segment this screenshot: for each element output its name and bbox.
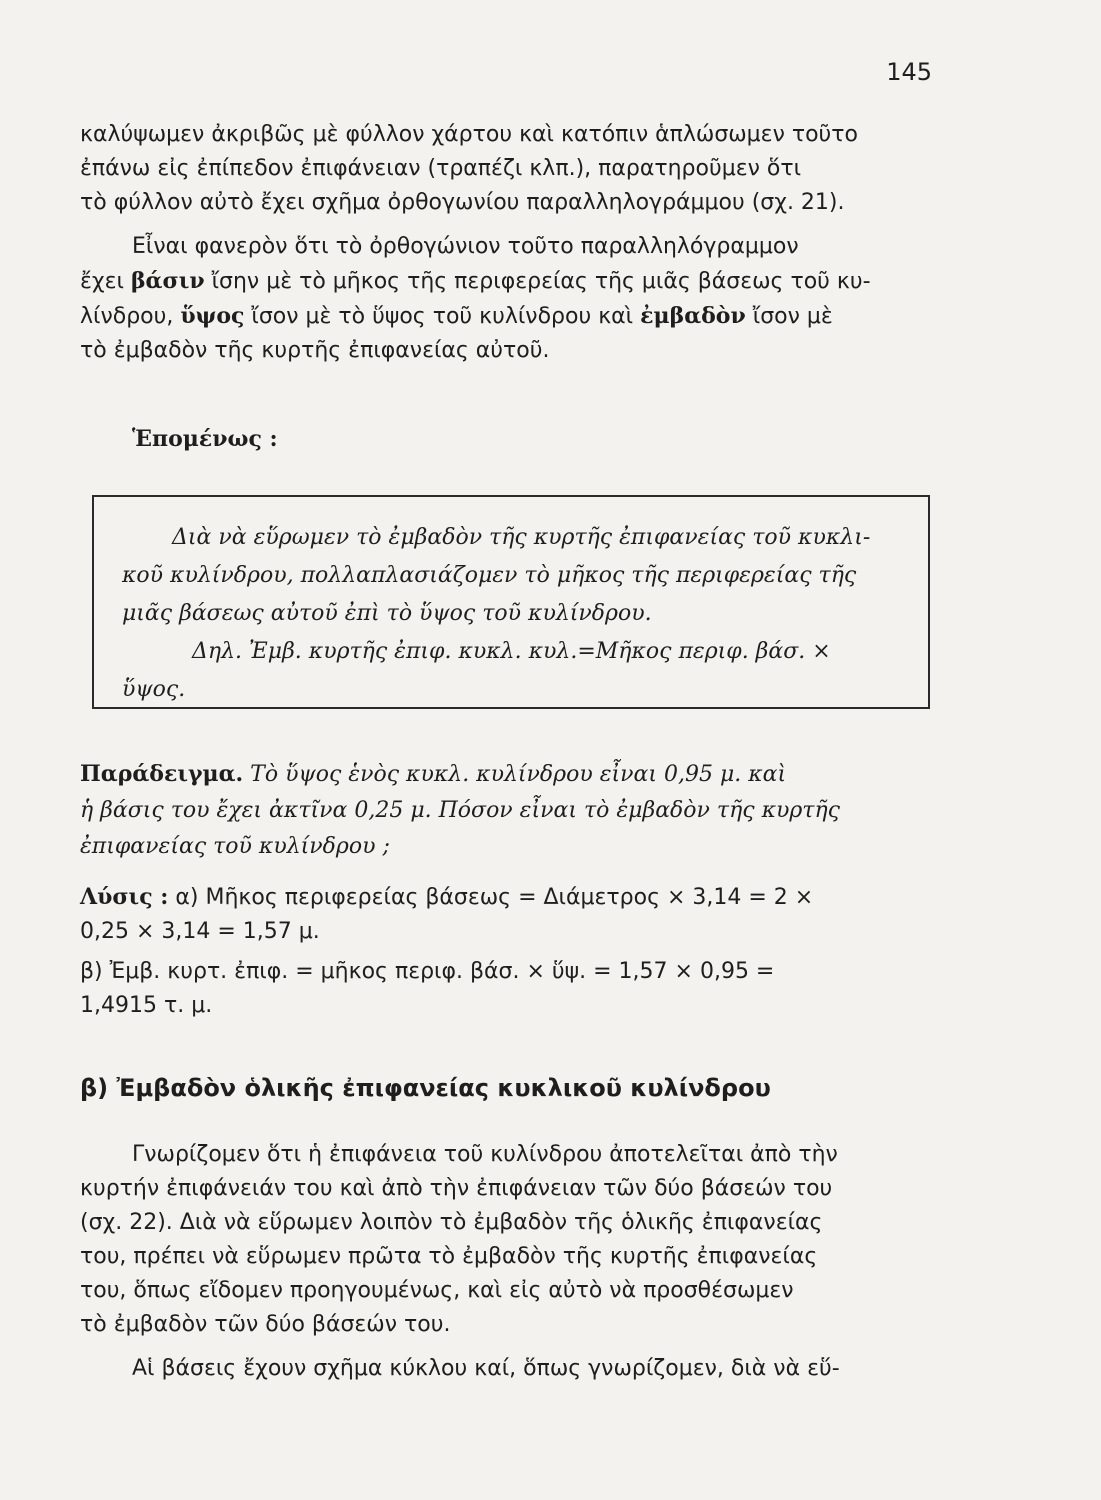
rule-box — [92, 495, 930, 709]
text-line: τὸ φύλλον αὐτὸ ἔχει σχῆμα ὀρθογωνίου παραλληλογράμμου (σχ. 21). — [80, 190, 845, 215]
text-line: τὸ ἐμβαδὸν τῶν δύο βάσεών του. — [80, 1312, 451, 1337]
text-line: κυρτήν ἐπιφάνειάν του καὶ ἀπὸ τὴν ἐπιφάνειαν τῶν δύο βάσεών του — [80, 1176, 833, 1201]
term-height: ὕψος — [180, 303, 245, 329]
text-line: ἐπιφανείας τοῦ κυλίνδρου ; — [80, 834, 390, 859]
paragraph-total-surface — [80, 1138, 940, 1342]
text-line: ἡ βάσις του ἔχει ἀκτῖνα 0,25 μ. Πόσον εἶναι τὸ ἐμβαδὸν τῆς κυρτῆς — [80, 798, 840, 823]
rule-line: ὕψος. — [122, 677, 186, 702]
text-line: του, ὅπως εἴδομεν προηγουμένως, καὶ εἰς αὐτὸ νὰ προσθέσωμεν — [80, 1278, 794, 1303]
example-block — [80, 756, 940, 865]
example-label: Παράδειγμα. — [80, 761, 244, 787]
text-line: Εἶναι φανερὸν ὅτι τὸ ὀρθογώνιον τοῦτο παραλληλόγραμμον — [132, 234, 799, 259]
paragraph-rectangle-explanation — [80, 230, 940, 368]
consequently-label: Ἑπομένως : — [132, 426, 278, 452]
text-line: λίνδρου, ὕψος ἴσον μὲ τὸ ὕψος τοῦ κυλίνδρου καὶ ἐμβαδὸν ἴσον μὲ — [80, 303, 833, 329]
text-line: Γνωρίζομεν ὅτι ἡ ἐπιφάνεια τοῦ κυλίνδρου ἀποτελεῖται ἀπὸ τὴν — [132, 1142, 838, 1167]
rule-line: μιᾶς βάσεως αὐτοῦ ἐπὶ τὸ ὕψος τοῦ κυλίνδρου. — [122, 601, 652, 626]
text-line: τὸ ἐμβαδὸν τῆς κυρτῆς ἐπιφανείας αὐτοῦ. — [80, 338, 550, 363]
rule-formula: Δηλ. Ἐμβ. κυρτῆς ἐπιφ. κυκλ. κυλ.=Μῆκος περιφ. βάσ. × — [192, 639, 831, 664]
paragraph-intro — [80, 118, 940, 220]
rule-line: κοῦ κυλίνδρου, πολλαπλασιάζομεν τὸ μῆκος τῆς περιφερείας τῆς — [122, 563, 857, 588]
solution-block — [80, 880, 940, 1023]
text-line: Λύσις : α) Μῆκος περιφερείας βάσεως = Διάμετρος × 3,14 = 2 × — [80, 884, 814, 910]
text-line: ἐπάνω εἰς ἐπίπεδον ἐπιφάνειαν (τραπέζι κλπ.), παρατηροῦμεν ὅτι — [80, 156, 802, 181]
rule-line: Διὰ νὰ εὕρωμεν τὸ ἐμβαδὸν τῆς κυρτῆς ἐπιφανείας τοῦ κυκλι- — [172, 525, 871, 550]
paragraph-bases — [80, 1352, 940, 1386]
section-heading: β) Ἐμβαδὸν ὁλικῆς ἐπιφανείας κυκλικοῦ κυλίνδρου — [80, 1074, 771, 1102]
term-area: ἐμβαδὸν — [640, 303, 746, 329]
text-line: 1,4915 τ. μ. — [80, 993, 213, 1018]
text-line: 0,25 × 3,14 = 1,57 μ. — [80, 919, 320, 944]
text-line: Αἱ βάσεις ἔχουν σχῆμα κύκλου καί, ὅπως γνωρίζομεν, διὰ νὰ εὕ- — [132, 1356, 840, 1381]
text-line: β) Ἐμβ. κυρτ. ἐπιφ. = μῆκος περιφ. βάσ. × ὕψ. = 1,57 × 0,95 = — [80, 959, 775, 984]
text-line: Παράδειγμα. Τὸ ὕψος ἑνὸς κυκλ. κυλίνδρου εἶναι 0,95 μ. καὶ — [80, 761, 787, 787]
text-line: (σχ. 22). Διὰ νὰ εὕρωμεν λοιπὸν τὸ ἐμβαδὸν τῆς ὁλικῆς ἐπιφανείας — [80, 1210, 823, 1235]
text-line: ἔχει βάσιν ἴσην μὲ τὸ μῆκος τῆς περιφερείας τῆς μιᾶς βάσεως τοῦ κυ- — [80, 268, 871, 294]
term-base: βάσιν — [130, 268, 205, 294]
page-number: 145 — [886, 58, 932, 86]
text-line: καλύψωμεν ἀκριβῶς μὲ φύλλον χάρτου καὶ κατόπιν ἁπλώσωμεν τοῦτο — [80, 122, 858, 147]
solution-label: Λύσις : — [80, 884, 169, 910]
text-line: του, πρέπει νὰ εὕρωμεν πρῶτα τὸ ἐμβαδὸν τῆς κυρτῆς ἐπιφανείας — [80, 1244, 818, 1269]
